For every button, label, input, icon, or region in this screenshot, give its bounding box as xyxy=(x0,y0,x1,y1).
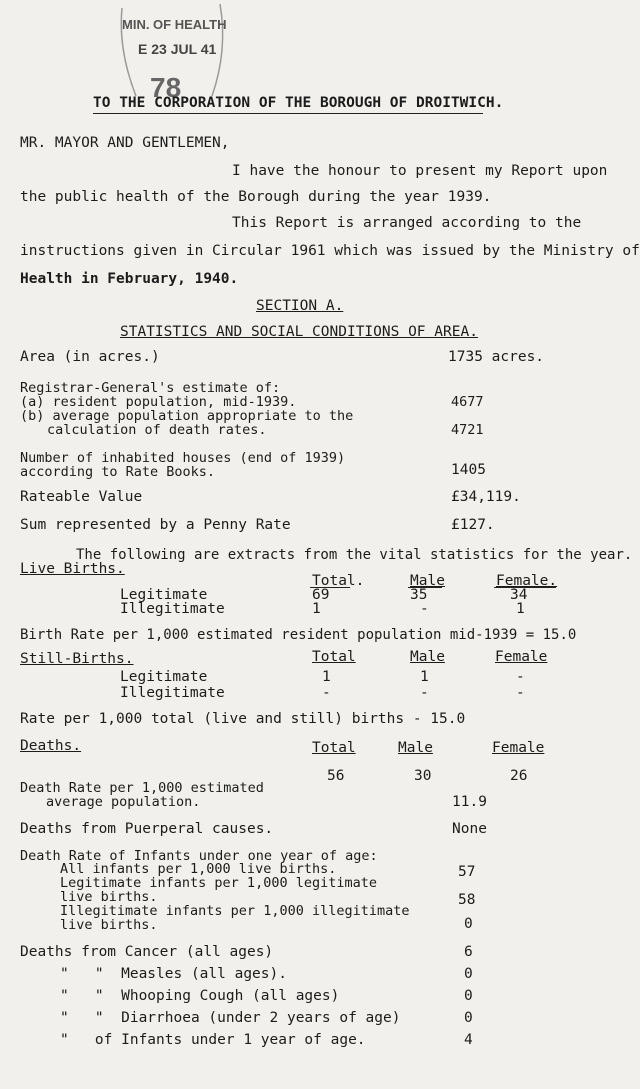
infant-leg-label-1: Legitimate infants per 1,000 legitimate xyxy=(60,875,377,891)
live-births-row-value: 69 xyxy=(312,587,330,603)
registrar-a-label: (a) resident population, mid-1939. xyxy=(20,394,297,410)
live-births-row-label: Illegitimate xyxy=(120,601,225,617)
cause-row-label: Deaths from Cancer (all ages) xyxy=(20,944,274,960)
still-births-col-female: Female xyxy=(495,649,548,665)
registrar-b-label-2: calculation of death rates. xyxy=(47,422,267,438)
stamp-line-1: MIN. OF HEALTH xyxy=(122,17,227,32)
live-births-col-male: Male xyxy=(410,573,445,589)
puerperal-value: None xyxy=(452,821,487,837)
intro-line-3: This Report is arranged according to the xyxy=(232,215,582,231)
registrar-a-value: 4677 xyxy=(451,394,484,410)
stamp-number: 78 xyxy=(150,72,182,103)
deaths-heading: Deaths. xyxy=(20,738,82,754)
birth-rate: Birth Rate per 1,000 estimated resident population mid-1939 = 15.0 xyxy=(20,627,577,643)
infant-leg-label-2: live births. xyxy=(60,889,158,905)
still-birth-rate: Rate per 1,000 total (live and still) births - 15.0 xyxy=(20,711,466,727)
still-births-row-value: - xyxy=(516,685,525,701)
death-rate-label-1: Death Rate per 1,000 estimated xyxy=(20,780,264,796)
cause-row-label: " " Measles (all ages). xyxy=(60,966,287,982)
ministry-stamp xyxy=(108,0,234,106)
still-births-row-label: Illegitimate xyxy=(120,685,225,701)
cause-row-label: " of Infants under 1 year of age. xyxy=(60,1032,366,1048)
section-subheading: STATISTICS AND SOCIAL CONDITIONS OF AREA. xyxy=(120,324,478,340)
intro-line-1: I have the honour to present my Report upon xyxy=(232,163,608,179)
puerperal-label: Deaths from Puerperal causes. xyxy=(20,821,274,837)
live-births-heading: Live Births. xyxy=(20,561,125,577)
intro-line-4: instructions given in Circular 1961 which was issued by the Ministry of xyxy=(20,243,640,259)
still-births-heading: Still-Births. xyxy=(20,651,134,667)
live-births-header-rule xyxy=(408,587,442,588)
still-births-row-label: Legitimate xyxy=(120,669,208,685)
cause-row-label: " " Diarrhoea (under 2 years of age) xyxy=(60,1010,401,1026)
rateable-label: Rateable Value xyxy=(20,489,143,505)
title-underline xyxy=(93,113,483,114)
live-births-row-value: 34 xyxy=(510,587,528,603)
live-births-col-total: Total. xyxy=(312,573,365,589)
infant-illeg-label-1: Illegitimate infants per 1,000 illegitimate xyxy=(60,903,410,919)
live-births-header-rule xyxy=(310,587,350,588)
penny-rate-label: Sum represented by a Penny Rate xyxy=(20,517,291,533)
salutation: MR. MAYOR AND GENTLEMEN, xyxy=(20,135,230,151)
infant-leg-value: 58 xyxy=(458,892,476,908)
deaths-total: 56 xyxy=(327,768,345,784)
intro-line-5: Health in February, 1940. xyxy=(20,271,239,287)
deaths-col-total: Total xyxy=(312,740,356,756)
death-rate-value: 11.9 xyxy=(452,794,487,810)
live-births-row-value: 1 xyxy=(516,601,525,617)
deaths-female: 26 xyxy=(510,768,528,784)
still-births-col-male: Male xyxy=(410,649,445,665)
still-births-row-value: - xyxy=(420,685,429,701)
section-heading: SECTION A. xyxy=(256,298,344,314)
still-births-row-value: 1 xyxy=(420,669,429,685)
infant-illeg-label-2: live births. xyxy=(60,917,158,933)
cause-row-label: " " Whooping Cough (all ages) xyxy=(60,988,340,1004)
extracts-intro: The following are extracts from the vital statistics for the year. xyxy=(76,547,633,563)
infant-all-label: All infants per 1,000 live births. xyxy=(60,861,337,877)
registrar-b-value: 4721 xyxy=(451,422,484,438)
document-title: TO THE CORPORATION OF THE BOROUGH OF DROITWICH. xyxy=(93,95,504,111)
deaths-col-male: Male xyxy=(398,740,433,756)
live-births-row-label: Legitimate xyxy=(120,587,208,603)
cause-row-value: 0 xyxy=(464,988,473,1004)
still-births-row-value: 1 xyxy=(322,669,331,685)
rateable-value: £34,119. xyxy=(451,489,521,505)
cause-row-value: 4 xyxy=(464,1032,473,1048)
area-label: Area (in acres.) xyxy=(20,349,160,365)
registrar-heading: Registrar-General's estimate of: xyxy=(20,380,281,396)
registrar-b-label-1: (b) average population appropriate to the xyxy=(20,408,354,424)
death-rate-label-2: average population. xyxy=(46,794,201,810)
deaths-male: 30 xyxy=(414,768,432,784)
live-births-col-female: Female. xyxy=(496,573,558,589)
live-births-row-value: 1 xyxy=(312,601,321,617)
still-births-row-value: - xyxy=(516,669,525,685)
live-births-row-value: 35 xyxy=(410,587,428,603)
houses-label-2: according to Rate Books. xyxy=(20,464,216,480)
live-births-row-value: - xyxy=(420,601,429,617)
infant-all-value: 57 xyxy=(458,864,476,880)
still-births-col-total: Total xyxy=(312,649,356,665)
infant-heading: Death Rate of Infants under one year of age: xyxy=(20,848,378,864)
still-births-row-value: - xyxy=(322,685,331,701)
area-value: 1735 acres. xyxy=(448,349,545,365)
deaths-col-female: Female xyxy=(492,740,545,756)
intro-line-2: the public health of the Borough during the year 1939. xyxy=(20,189,492,205)
infant-illeg-value: 0 xyxy=(464,916,473,932)
live-births-header-rule xyxy=(494,587,556,588)
cause-row-value: 6 xyxy=(464,944,473,960)
stamp-line-2: E 23 JUL 41 xyxy=(138,41,217,57)
cause-row-value: 0 xyxy=(464,966,473,982)
houses-label-1: Number of inhabited houses (end of 1939) xyxy=(20,450,346,466)
cause-row-value: 0 xyxy=(464,1010,473,1026)
penny-rate-value: £127. xyxy=(451,517,495,533)
houses-value: 1405 xyxy=(451,462,486,478)
